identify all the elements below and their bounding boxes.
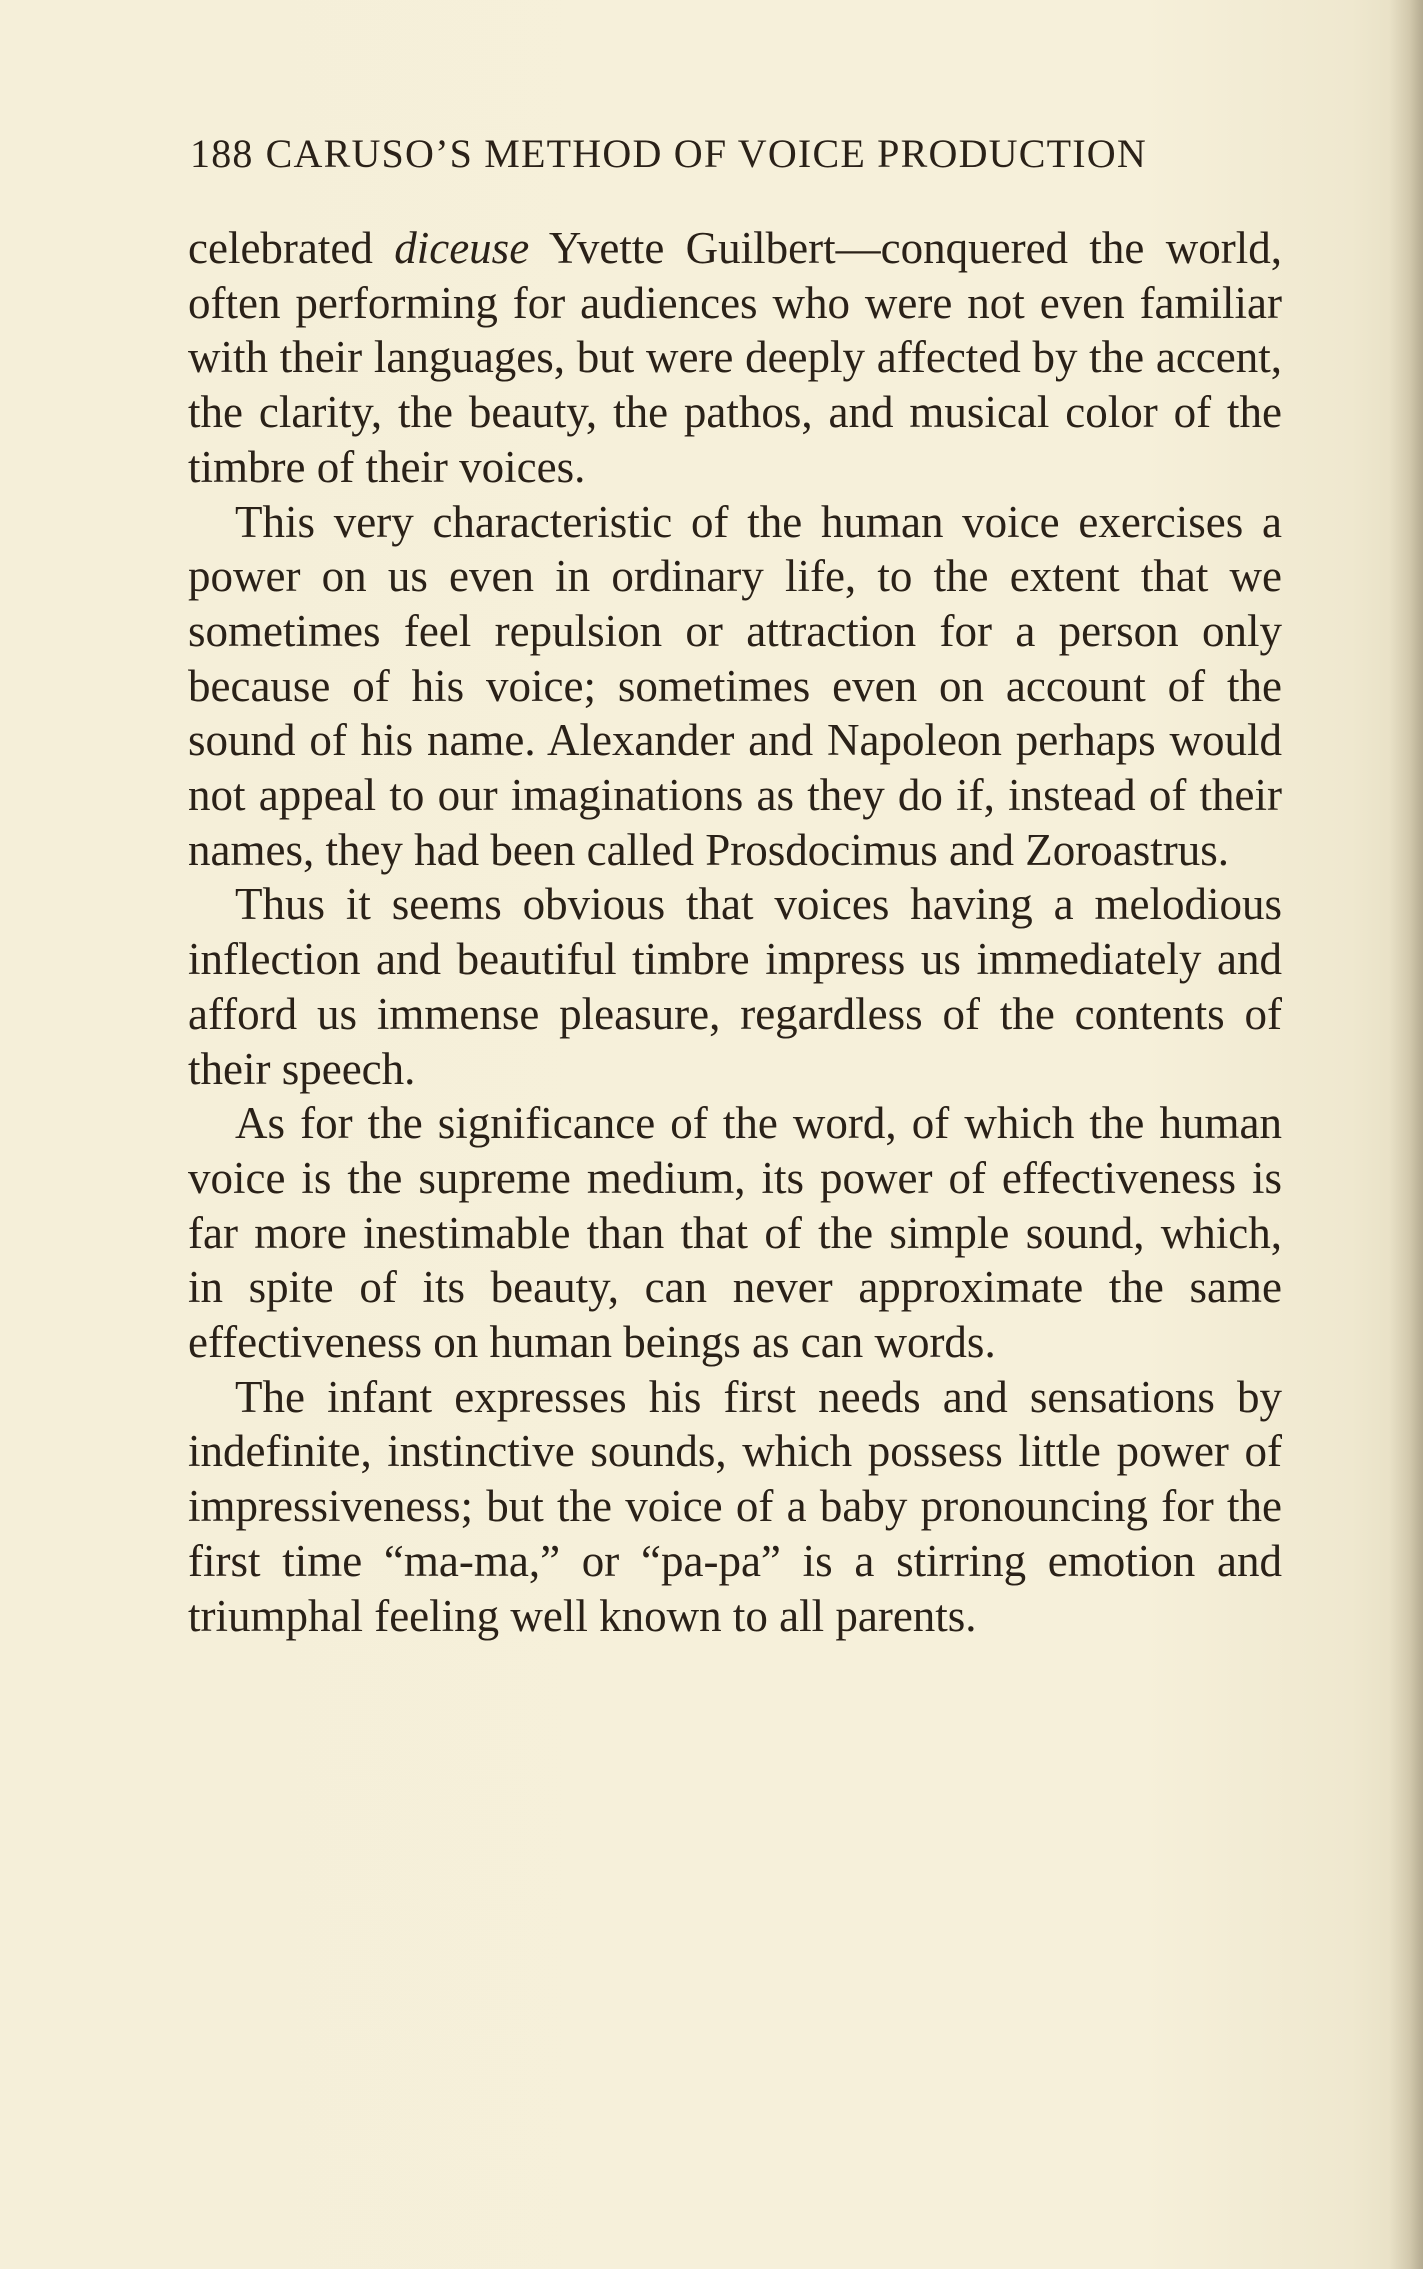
paragraph-2: This very characteristic of the human voice exercises a power on us even in ordinary life, to the extent that we sometimes feel repulsion or attraction for a person only because of his voice; sometimes even on account of the sound of his name. Alexander and Napoleon perhaps would not appeal to our imaginations as they do if, instead of their names, they had been called Prosdocimus and Zoroastrus. — [188, 496, 1282, 875]
running-title: CARUSO’S METHOD OF VOICE PRODUCTION — [265, 131, 1147, 176]
paragraph-5: The infant expresses his first needs and sensations by indefinite, instinctive sounds, which possess little power of impressiveness; but the voice of a baby pronouncing for the first time “ma-ma,” or “pa-pa” is a stirring emotion and triumphal feeling well known to all parents. — [188, 1371, 1282, 1641]
paragraph-1-lead: celebrated — [188, 223, 395, 273]
paragraph-1 — [188, 221, 1282, 495]
paragraph-3: Thus it seems obvious that voices having a melodious inflection and beautiful timbre impress us immediately and afford us immense pleasure, regardless of the contents of their speech. — [188, 879, 1282, 1094]
page-number: 188 — [190, 131, 254, 176]
italic-term: diceuse — [394, 223, 530, 273]
paragraph-4: As for the significance of the word, of which the human voice is the supreme medium, its power of effectiveness is far more inestimable than that of the simple sound, which, in spite of its beauty, can never approximate the same effectiveness on human beings as can words. — [188, 1098, 1282, 1368]
body-text — [188, 221, 1282, 1643]
paragraph-1-rest: Yvette Guilbert—conquered the world, often performing for audiences who were not even familiar with their languages, but were deeply affected by the accent, the clarity, the beauty, the pathos, and musical color of the timbre of their voices. — [188, 223, 1283, 492]
running-header — [190, 128, 1270, 180]
page-edge-shadow — [1389, 0, 1423, 2269]
